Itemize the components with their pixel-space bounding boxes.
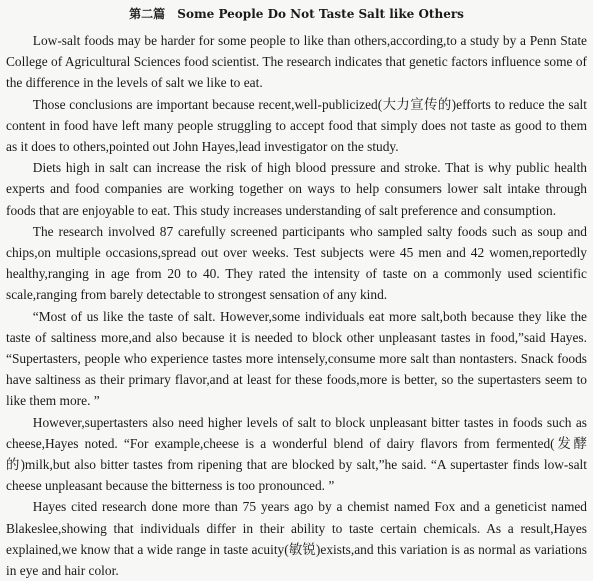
paragraph-1: Low-salt foods may be harder for some people to like than others,according,to a study by a Penn State College of Agricultural Sciences food scientist. The research indicates that genetic factors influence some of the difference in the levels of salt we like to eat. <box>6 33 587 91</box>
passage-title <box>6 5 587 23</box>
paragraph-5: “Most of us like the taste of salt. However,some individuals eat more salt,both because they like the taste of saltiness more,and also because it is needed to block other unpleasant tastes in food,”said Hayes. “Supertasters, people who experience tastes more intensely,consume more salt than nontasters. Snack foods have saltiness as their primary flavor,and at least for these foods,more is better, so the supertasters seem to like them more. ” <box>6 308 587 409</box>
paragraph-2: Those conclusions are important because recent,well-publicized(大力宣传的)efforts to reduce the salt content in food have left many people struggling to accept food that simply does not taste as good to them as it does to others,pointed out John Hayes,lead investigator on the study. <box>6 96 587 155</box>
paragraph-3: Diets high in salt can increase the risk of high blood pressure and stroke. That is why public health experts and food companies are working together on ways to help consumers lower salt intake through foods that are enjoyable to eat. This study increases understanding of salt preference and consumption. <box>6 160 587 218</box>
paragraph-4: The research involved 87 carefully screened participants who sampled salty foods such as soup and chips,on multiple occasions,spread out over weeks. Test subjects were 45 men and 42 women,reportedly healthy,ranging in age from 20 to 40. They rated the intensity of taste on a commonly used scientific scale,ranging from barely detectable to strongest sensation of any kind. <box>6 223 587 303</box>
paragraph-7: Hayes cited research done more than 75 years ago by a chemist named Fox and a geneticist named Blakeslee,showing that individuals differ in their ability to taste certain chemicals. As a result,Hayes explained,we know that a wide range in taste acuity(敏锐)exists,and this variation is as normal as variations in eye and hair color. <box>6 499 587 579</box>
passage-body <box>6 30 587 581</box>
paragraph-6: However,supertasters also need higher levels of salt to block unpleasant bitter tastes in foods such as cheese,Hayes noted. “For example,cheese is a wonderful blend of dairy flavors from fermented(发酵的)milk,but also bitter tastes from ripening that are blocked by salt,”he said. “A supertaster finds low-salt cheese unpleasant because the bitterness is too pronounced. ” <box>6 414 587 494</box>
passage-title-text: Some People Do Not Taste Salt like Others <box>177 7 464 21</box>
passage-number-label: 第二篇 <box>129 7 166 21</box>
